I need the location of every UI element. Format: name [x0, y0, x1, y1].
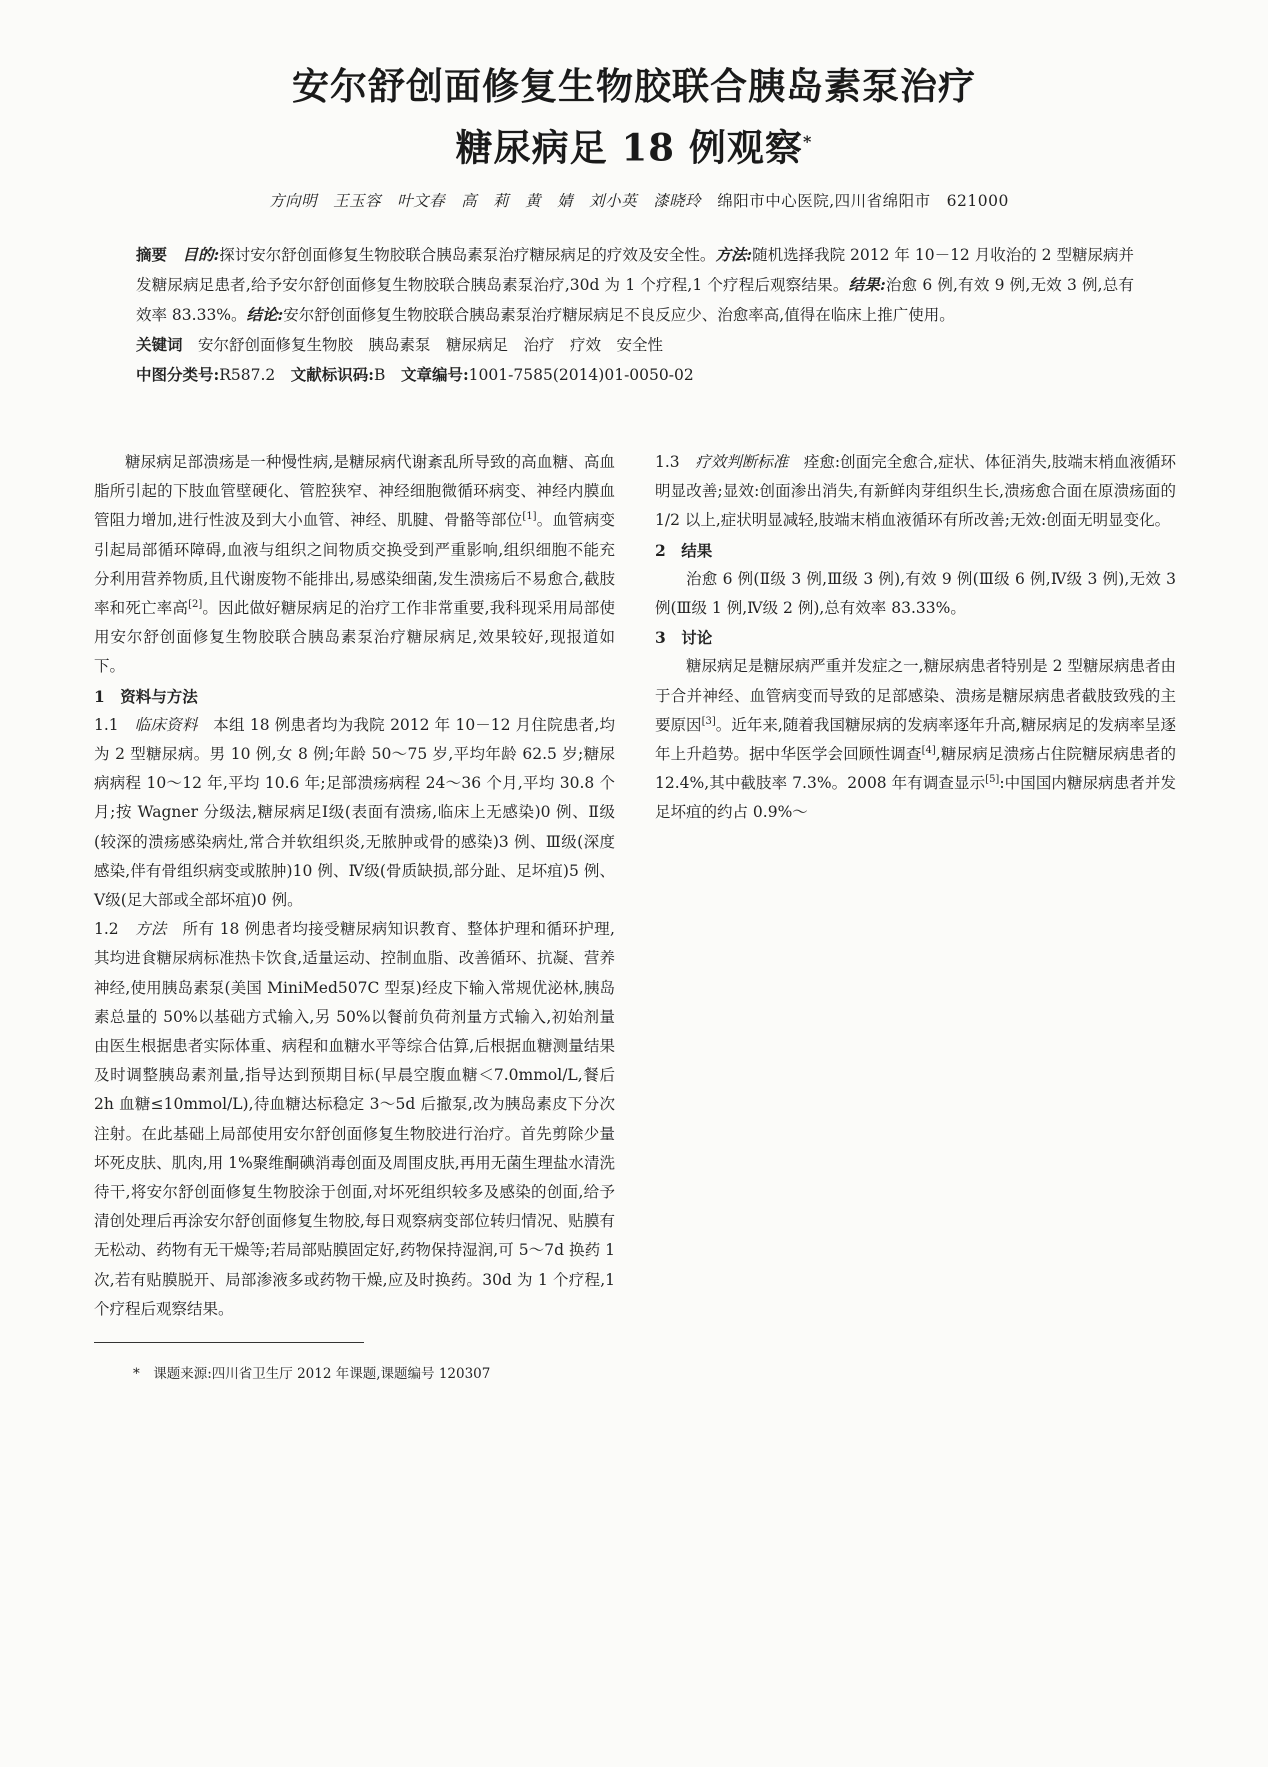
author-names: 方向明 王玉容 叶文春 高 莉 黄 婧 刘小英 漆晓玲: [269, 192, 702, 210]
purpose-text: 探讨安尔舒创面修复生物胶联合胰岛素泵治疗糖尿病足的疗效及安全性。: [219, 246, 716, 264]
body-column-left: [94, 448, 615, 1324]
purpose-label: 目的:: [182, 245, 220, 264]
author-line: [120, 190, 1158, 212]
title-line-2-text: 糖尿病足 18 例观察: [455, 125, 803, 170]
classification-line: [136, 360, 1134, 390]
footnote-rule: [94, 1342, 364, 1343]
intro-text-1: 糖尿病足部溃疡是一种慢性病,是糖尿病代谢紊乱所导致的高血糖、高血脂所引起的下肢血管壁硬化、管腔狭窄、神经细胞微循环病变、神经内膜血管阻力增加,进行性波及到大小血管、神经、肌腱、骨骼等部位: [94, 453, 615, 530]
section-1-1-text: 本组 18 例患者均为我院 2012 年 10－12 月住院患者,均为 2 型糖尿病。男 10 例,女 8 例;年龄 50～75 岁,平均年龄 62.5 岁;糖尿病病程 10～12 年,平均 10.6 年;足部溃疡病程 24～36 个月,平均 30.8 个月;按 Wagner 分级法,糖尿病足Ⅰ级(表面有溃疡,临床上无感染)0 例、Ⅱ级(较深的溃疡感染病灶,常合并软组织炎,无脓肿或骨的感染)3 例、Ⅲ级(深度感染,伴有骨组织病变或脓肿)10 例、Ⅳ级(骨质缺损,部分趾、足坏疽)5 例、Ⅴ级(足大部或全部坏疽)0 例。: [94, 715, 615, 910]
abstract-paragraph: [136, 240, 1134, 330]
intro-text-3: 。因此做好糖尿病足的治疗工作非常重要,我科现采用局部使用安尔舒创面修复生物胶联合胰岛素泵治疗糖尿病足,效果较好,现报道如下。: [94, 599, 615, 676]
keywords-label: 关键词: [136, 335, 183, 354]
section-1-2-title: 方法: [134, 920, 167, 939]
discussion-text-4: :中国国内糖尿病患者并发足坏疽的约占 0.9%～: [655, 774, 1176, 822]
section-1-3-title: 疗效判断标准: [695, 453, 789, 471]
result-label: 结果:: [848, 275, 886, 294]
title-line-2: [0, 114, 1268, 175]
keywords-text: 安尔舒创面修复生物胶 胰岛素泵 糖尿病足 治疗 疗效 安全性: [198, 336, 664, 354]
clc-label: 中图分类号:: [136, 365, 220, 384]
section-1-3-text: 痊愈:创面完全愈合,症状、体征消失,肢端末梢血液循环明显改善;显效:创面渗出消失,有新鲜肉芽组织生长,溃疡愈合面在原溃疡面的 1/2 以上,症状明显减轻,肢端末梢血液循环有所改善;无效:创面无明显变化。: [655, 453, 1176, 530]
body-column-right: [655, 448, 1176, 828]
footnote: * 课题来源:四川省卫生厅 2012 年课题,课题编号 120307: [133, 1366, 491, 1382]
section-1-2-text: 所有 18 例患者均接受糖尿病知识教育、整体护理和循环护理,其均进食糖尿病标准热卡饮食,适量运动、控制血脂、改善循环、抗凝、营养神经,使用胰岛素泵(美国 MiniMed507C 型泵)经皮下输入常规优泌林,胰岛素总量的 50%以基础方式输入,另 50%以餐前负荷剂量方式输入,初始剂量由医生根据患者实际体重、病程和血糖水平等综合估算,后根据血糖测量结果及时调整胰岛素剂量,指导达到预期目标(早晨空腹血糖＜7.0mmol/L,餐后 2h 血糖≤10mmol/L),待血糖达标稳定 3～5d 后撤泵,改为胰岛素皮下分次注射。在此基础上局部使用安尔舒创面修复生物胶进行治疗。首先剪除少量坏死皮肤、肌肉,用 1%聚维酮碘消毒创面及周围皮肤,再用无菌生理盐水清洗待干,将安尔舒创面修复生物胶涂于创面,对坏死组织较多及感染的创面,给予清创处理后再涂安尔舒创面修复生物胶,每日观察病变部位转归情况、贴膜有无松动、药物有无干燥等;若局部贴膜固定好,药物保持湿润,可 5～7d 换药 1 次,若有贴膜脱开、局部渗液多或药物干燥,应及时换药。30d 为 1 个疗程,1 个疗程后观察结果。: [94, 920, 615, 1318]
doc-code-label: 文献标识码:: [290, 365, 375, 384]
citation-2: [2]: [188, 598, 203, 610]
title-footnote-mark: *: [802, 132, 813, 151]
conclusion-text: 安尔舒创面修复生物胶联合胰岛素泵治疗糖尿病足不良反应少、治愈率高,值得在临床上推广使用。: [283, 306, 955, 324]
abstract-label: 摘要: [136, 245, 168, 264]
paper-title: [0, 58, 1268, 175]
method-text: 随机选择我院 2012 年 10－12 月收治的 2 型糖尿病并发糖尿病足患者,给予安尔舒创面修复生物胶联合胰岛素泵治疗,30d 为 1 个疗程,1 个疗程后观察结果。: [136, 246, 1134, 294]
section-1-3: [655, 448, 1176, 536]
citation-3: [3]: [701, 715, 716, 727]
title-line-1: 安尔舒创面修复生物胶联合胰岛素泵治疗: [292, 64, 976, 108]
method-label: 方法:: [715, 245, 753, 264]
discussion-text-3: ,糖尿病足溃疡占住院糖尿病患者的 12.4%,其中截肢率 7.3%。2008 年有调查显示: [655, 745, 1176, 793]
citation-1: [1]: [522, 511, 537, 523]
doc-code-value: B: [374, 366, 386, 384]
article-number-label: 文章编号:: [400, 365, 469, 384]
section-1-heading: 1 资料与方法: [94, 686, 198, 706]
conclusion-label: 结论:: [246, 305, 284, 324]
section-1-2-number: 1.2: [94, 920, 119, 939]
section-1-3-number: 1.3: [655, 453, 680, 471]
section-1-1-number: 1.1: [94, 715, 119, 734]
keywords-line: [136, 330, 1134, 360]
intro-paragraph: [94, 448, 615, 682]
section-1-1: [94, 711, 615, 915]
intro-text-2: 。血管病变引起局部循环障碍,血液与组织之间物质交换受到严重影响,组织细胞不能充分利用营养物质,且代谢废物不能排出,易感染细菌,发生溃疡后不易愈合,截肢率和死亡率高: [94, 511, 615, 618]
section-3-heading: 3 讨论: [655, 628, 713, 648]
section-2-heading: 2 结果: [655, 540, 713, 560]
affiliation: 绵阳市中心医院,四川省绵阳市 621000: [717, 192, 1009, 210]
clc-value: R587.2: [219, 366, 276, 384]
result-text: 治愈 6 例,有效 9 例,无效 3 例,总有效率 83.33%。: [136, 276, 1134, 324]
discussion-text-2: 。近年来,随着我国糖尿病的发病率逐年升高,糖尿病足的发病率呈逐年上升趋势。据中华医学会回顾性调查: [655, 715, 1176, 764]
citation-5: [5]: [985, 774, 1000, 786]
section-1-1-title: 临床资料: [134, 715, 198, 734]
section-2-text: 治愈 6 例(Ⅱ级 3 例,Ⅲ级 3 例),有效 9 例(Ⅲ级 6 例,Ⅳ级 3 例),无效 3 例(Ⅲ级 1 例,Ⅳ级 2 例),总有效率 83.33%。: [655, 569, 1176, 618]
section-1-2: [94, 915, 615, 1324]
discussion-paragraph: [655, 652, 1176, 827]
citation-4: [4]: [921, 744, 936, 756]
abstract-block: [136, 240, 1134, 390]
article-number-value: 1001-7585(2014)01-0050-02: [468, 366, 694, 384]
discussion-text-1: 糖尿病足是糖尿病严重并发症之一,糖尿病患者特别是 2 型糖尿病患者由于合并神经、血管病变而导致的足部感染、溃疡是糖尿病患者截肢致残的主要原因: [655, 657, 1176, 734]
